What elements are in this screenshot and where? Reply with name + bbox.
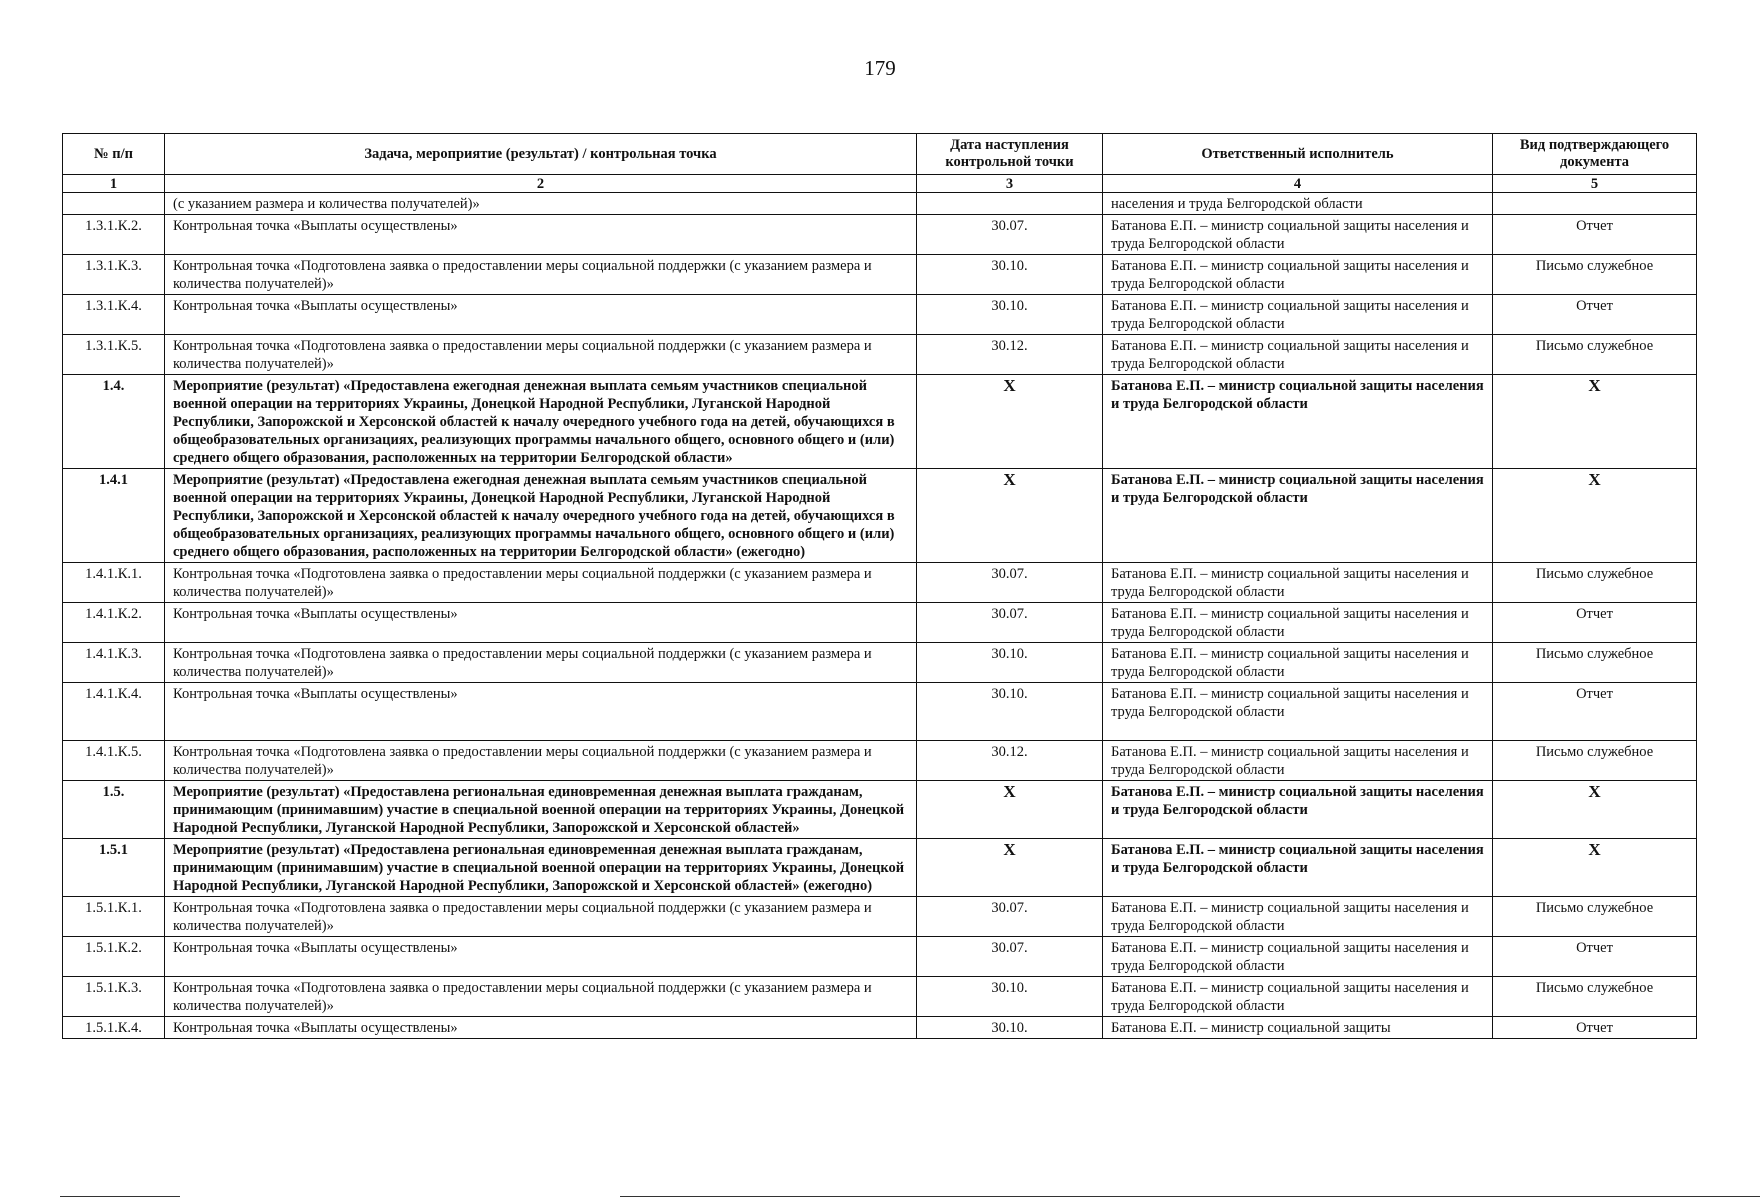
table-row (63, 643, 1697, 683)
column-number: 1 (63, 175, 165, 193)
row-number: 1.5. (63, 781, 165, 839)
row-date: 30.07. (917, 937, 1103, 977)
row-task: Контрольная точка «Подготовлена заявка о предоставлении меры социальной поддержки (с указанием размера и количества получателей)» (165, 643, 917, 683)
row-date: 30.10. (917, 295, 1103, 335)
table-row (63, 193, 1697, 215)
table-row (63, 469, 1697, 563)
row-number: 1.3.1.К.2. (63, 215, 165, 255)
row-task: (с указанием размера и количества получателей)» (165, 193, 917, 215)
row-date: 30.10. (917, 683, 1103, 741)
row-number: 1.4.1.К.3. (63, 643, 165, 683)
row-document: Х (1493, 469, 1697, 563)
row-document: Письмо служебное (1493, 897, 1697, 937)
page-number: 179 (864, 56, 896, 80)
row-number: 1.4.1.К.4. (63, 683, 165, 741)
row-executor: Батанова Е.П. – министр социальной защиты населения и труда Белгородской области (1103, 741, 1493, 781)
row-date: 30.12. (917, 335, 1103, 375)
table-row (63, 375, 1697, 469)
row-number: 1.3.1.К.4. (63, 295, 165, 335)
row-document: Отчет (1493, 603, 1697, 643)
header-num: № п/п (63, 134, 165, 175)
row-number: 1.5.1.К.4. (63, 1017, 165, 1039)
header-row (63, 134, 1697, 175)
row-number: 1.4.1.К.2. (63, 603, 165, 643)
row-number: 1.3.1.К.5. (63, 335, 165, 375)
table-row (63, 897, 1697, 937)
column-number-row (63, 175, 1697, 193)
row-document: Письмо служебное (1493, 255, 1697, 295)
row-document: Отчет (1493, 1017, 1697, 1039)
row-executor: Батанова Е.П. – министр социальной защиты населения и труда Белгородской области (1103, 563, 1493, 603)
page-edge-line (60, 1196, 180, 1197)
row-executor: Батанова Е.П. – министр социальной защиты населения и труда Белгородской области (1103, 335, 1493, 375)
row-number: 1.4.1 (63, 469, 165, 563)
row-document: Отчет (1493, 295, 1697, 335)
row-number: 1.5.1 (63, 839, 165, 897)
table-row (63, 937, 1697, 977)
row-date: 30.07. (917, 563, 1103, 603)
row-task: Контрольная точка «Подготовлена заявка о предоставлении меры социальной поддержки (с указанием размера и количества получателей)» (165, 897, 917, 937)
table-row (63, 839, 1697, 897)
row-date (917, 193, 1103, 215)
row-executor: населения и труда Белгородской области (1103, 193, 1493, 215)
header-task: Задача, мероприятие (результат) / контрольная точка (165, 134, 917, 175)
row-task: Контрольная точка «Выплаты осуществлены» (165, 603, 917, 643)
table-row (63, 215, 1697, 255)
row-executor: Батанова Е.П. – министр социальной защиты населения и труда Белгородской области (1103, 977, 1493, 1017)
row-date: Х (917, 839, 1103, 897)
row-document: Письмо служебное (1493, 643, 1697, 683)
row-executor: Батанова Е.П. – министр социальной защиты населения и труда Белгородской области (1103, 469, 1493, 563)
table-row (63, 1017, 1697, 1039)
row-task: Мероприятие (результат) «Предоставлена региональная единовременная денежная выплата гражданам, принимающим (принимавшим) участие в специальной военной операции на территориях Украины, Донецкой Народной Республики, Луганской Народной Республики, Запорожской и Херсонской областей» (165, 781, 917, 839)
row-date: 30.10. (917, 255, 1103, 295)
column-number: 4 (1103, 175, 1493, 193)
row-executor: Батанова Е.П. – министр социальной защиты населения и труда Белгородской области (1103, 897, 1493, 937)
column-number: 3 (917, 175, 1103, 193)
row-document: Отчет (1493, 683, 1697, 741)
row-executor: Батанова Е.П. – министр социальной защиты населения и труда Белгородской области (1103, 375, 1493, 469)
column-number: 2 (165, 175, 917, 193)
header-executor: Ответственный исполнитель (1103, 134, 1493, 175)
row-number: 1.4.1.К.5. (63, 741, 165, 781)
row-document: Письмо служебное (1493, 977, 1697, 1017)
row-task: Контрольная точка «Подготовлена заявка о предоставлении меры социальной поддержки (с указанием размера и количества получателей)» (165, 977, 917, 1017)
row-document: Х (1493, 839, 1697, 897)
row-date: 30.07. (917, 603, 1103, 643)
table-row (63, 683, 1697, 741)
row-task: Контрольная точка «Подготовлена заявка о предоставлении меры социальной поддержки (с указанием размера и количества получателей)» (165, 563, 917, 603)
row-executor: Батанова Е.П. – министр социальной защиты населения и труда Белгородской области (1103, 255, 1493, 295)
table-row (63, 335, 1697, 375)
row-document (1493, 193, 1697, 215)
row-executor: Батанова Е.П. – министр социальной защиты населения и труда Белгородской области (1103, 839, 1493, 897)
row-date: 30.07. (917, 215, 1103, 255)
row-date: 30.10. (917, 643, 1103, 683)
row-task: Контрольная точка «Выплаты осуществлены» (165, 1017, 917, 1039)
row-number: 1.3.1.К.3. (63, 255, 165, 295)
row-task: Контрольная точка «Выплаты осуществлены» (165, 683, 917, 741)
row-document: Х (1493, 781, 1697, 839)
row-date: Х (917, 781, 1103, 839)
row-task: Контрольная точка «Выплаты осуществлены» (165, 295, 917, 335)
table-row (63, 255, 1697, 295)
row-task: Контрольная точка «Подготовлена заявка о предоставлении меры социальной поддержки (с указанием размера и количества получателей)» (165, 255, 917, 295)
row-document: Письмо служебное (1493, 741, 1697, 781)
row-document: Х (1493, 375, 1697, 469)
row-task: Контрольная точка «Подготовлена заявка о предоставлении меры социальной поддержки (с указанием размера и количества получателей)» (165, 741, 917, 781)
row-executor: Батанова Е.П. – министр социальной защиты населения и труда Белгородской области (1103, 683, 1493, 741)
table-row (63, 781, 1697, 839)
row-task: Мероприятие (результат) «Предоставлена ежегодная денежная выплата семьям участников специальной военной операции на территориях Украины, Донецкой Народной Республики, Луганской Народной Республики, Запорожской и Херсонской областей к началу очередного учебного года на детей, обучающихся в общеобразовательных организациях, реализующих программы начального общего, основного общего и (или) среднего общего образования, расположенных на территории Белгородской области» (165, 375, 917, 469)
row-date: 30.07. (917, 897, 1103, 937)
row-date: 30.10. (917, 1017, 1103, 1039)
row-executor: Батанова Е.П. – министр социальной защиты населения и труда Белгородской области (1103, 295, 1493, 335)
row-date: 30.12. (917, 741, 1103, 781)
header-date: Дата наступления контрольной точки (917, 134, 1103, 175)
row-date: 30.10. (917, 977, 1103, 1017)
row-executor: Батанова Е.П. – министр социальной защиты населения и труда Белгородской области (1103, 937, 1493, 977)
row-number: 1.5.1.К.2. (63, 937, 165, 977)
row-executor: Батанова Е.П. – министр социальной защиты населения и труда Белгородской области (1103, 643, 1493, 683)
row-task: Мероприятие (результат) «Предоставлена ежегодная денежная выплата семьям участников специальной военной операции на территориях Украины, Донецкой Народной Республики, Луганской Народной Республики, Запорожской и Херсонской областей к началу очередного учебного года на детей, обучающихся в общеобразовательных организациях, реализующих программы начального общего, основного общего и (или) среднего общего образования, расположенных на территории Белгородской области» (ежегодно) (165, 469, 917, 563)
table-row (63, 741, 1697, 781)
row-document: Отчет (1493, 215, 1697, 255)
row-executor: Батанова Е.П. – министр социальной защиты населения и труда Белгородской области (1103, 603, 1493, 643)
row-executor: Батанова Е.П. – министр социальной защиты (1103, 1017, 1493, 1039)
row-number: 1.4.1.К.1. (63, 563, 165, 603)
table-row (63, 977, 1697, 1017)
row-number: 1.4. (63, 375, 165, 469)
row-date: Х (917, 469, 1103, 563)
row-number (63, 193, 165, 215)
row-executor: Батанова Е.П. – министр социальной защиты населения и труда Белгородской области (1103, 215, 1493, 255)
row-task: Контрольная точка «Выплаты осуществлены» (165, 937, 917, 977)
column-number: 5 (1493, 175, 1697, 193)
row-document: Письмо служебное (1493, 563, 1697, 603)
table-row (63, 295, 1697, 335)
row-document: Отчет (1493, 937, 1697, 977)
table-row (63, 563, 1697, 603)
row-task: Контрольная точка «Подготовлена заявка о предоставлении меры социальной поддержки (с указанием размера и количества получателей)» (165, 335, 917, 375)
row-executor: Батанова Е.П. – министр социальной защиты населения и труда Белгородской области (1103, 781, 1493, 839)
row-date: Х (917, 375, 1103, 469)
table-body (63, 193, 1697, 1039)
row-number: 1.5.1.К.3. (63, 977, 165, 1017)
header-doc: Вид подтверждающего документа (1493, 134, 1697, 175)
row-task: Мероприятие (результат) «Предоставлена региональная единовременная денежная выплата гражданам, принимающим (принимавшим) участие в специальной военной операции на территориях Украины, Донецкой Народной Республики, Луганской Народной Республики, Запорожской и Херсонской областей» (ежегодно) (165, 839, 917, 897)
row-number: 1.5.1.К.1. (63, 897, 165, 937)
page-edge-line (620, 1196, 1760, 1197)
row-document: Письмо служебное (1493, 335, 1697, 375)
row-task: Контрольная точка «Выплаты осуществлены» (165, 215, 917, 255)
plan-table (62, 133, 1697, 1039)
table-row (63, 603, 1697, 643)
